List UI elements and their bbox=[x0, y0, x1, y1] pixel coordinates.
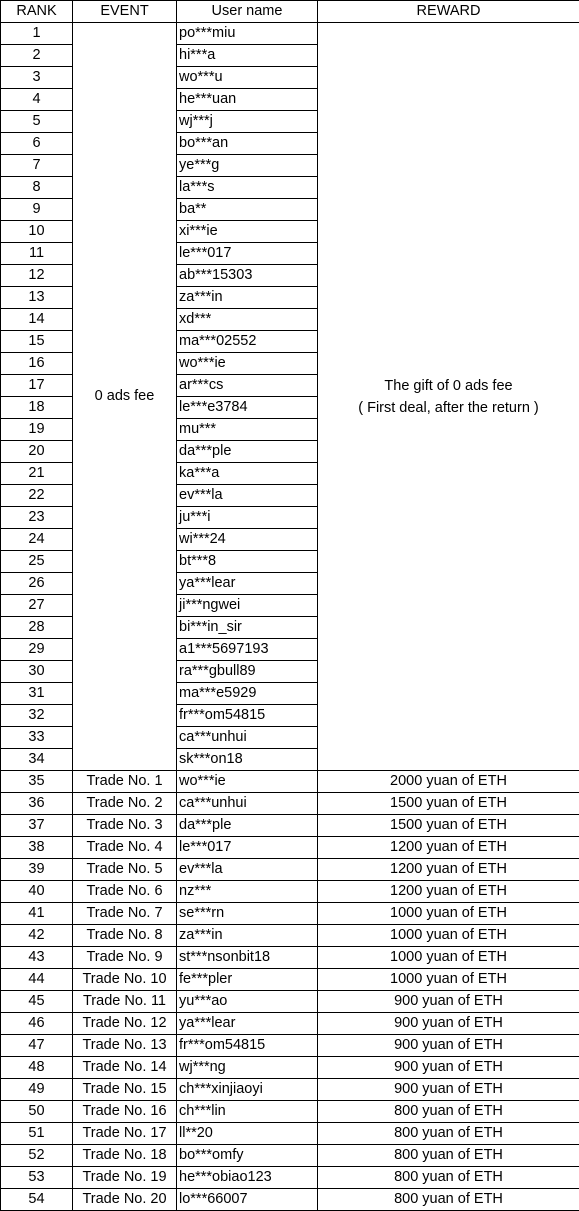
user-name-cell: ll**20 bbox=[177, 1123, 318, 1145]
rank-cell: 27 bbox=[1, 595, 73, 617]
table-row bbox=[1, 1079, 579, 1101]
rank-cell: 19 bbox=[1, 419, 73, 441]
user-name-cell: ya***lear bbox=[177, 1013, 318, 1035]
user-name-cell: wo***ie bbox=[177, 771, 318, 793]
rank-cell: 17 bbox=[1, 375, 73, 397]
reward-cell: 2000 yuan of ETH bbox=[318, 771, 579, 793]
table-row bbox=[1, 1145, 579, 1167]
table-row bbox=[1, 1123, 579, 1145]
event-cell: Trade No. 13 bbox=[73, 1035, 177, 1057]
rank-cell: 32 bbox=[1, 705, 73, 727]
reward-cell: 800 yuan of ETH bbox=[318, 1167, 579, 1189]
user-name-cell: wo***u bbox=[177, 67, 318, 89]
rank-cell: 26 bbox=[1, 573, 73, 595]
event-cell: Trade No. 15 bbox=[73, 1079, 177, 1101]
rank-cell: 43 bbox=[1, 947, 73, 969]
event-cell: Trade No. 12 bbox=[73, 1013, 177, 1035]
reward-cell: 1000 yuan of ETH bbox=[318, 969, 579, 991]
user-name-cell: lo***66007 bbox=[177, 1189, 318, 1211]
reward-note: ( First deal, after the return ) bbox=[358, 399, 539, 416]
rank-cell: 48 bbox=[1, 1057, 73, 1079]
user-name-cell: ra***gbull89 bbox=[177, 661, 318, 683]
rank-cell: 39 bbox=[1, 859, 73, 881]
rank-cell: 20 bbox=[1, 441, 73, 463]
rank-cell: 41 bbox=[1, 903, 73, 925]
user-name-cell: bi***in_sir bbox=[177, 617, 318, 639]
user-name-cell: ye***g bbox=[177, 155, 318, 177]
rank-cell: 42 bbox=[1, 925, 73, 947]
rank-cell: 6 bbox=[1, 133, 73, 155]
rank-cell: 37 bbox=[1, 815, 73, 837]
rank-cell: 21 bbox=[1, 463, 73, 485]
user-name-cell: st***nsonbit18 bbox=[177, 947, 318, 969]
user-name-cell: nz*** bbox=[177, 881, 318, 903]
user-name-cell: bo***omfy bbox=[177, 1145, 318, 1167]
event-cell: Trade No. 7 bbox=[73, 903, 177, 925]
rank-cell: 36 bbox=[1, 793, 73, 815]
table-row bbox=[1, 793, 579, 815]
table-row bbox=[1, 859, 579, 881]
event-cell: Trade No. 19 bbox=[73, 1167, 177, 1189]
event-cell: Trade No. 18 bbox=[73, 1145, 177, 1167]
user-name-cell: ch***lin bbox=[177, 1101, 318, 1123]
user-name-cell: a1***5697193 bbox=[177, 639, 318, 661]
event-cell: Trade No. 20 bbox=[73, 1189, 177, 1211]
reward-cell: 1200 yuan of ETH bbox=[318, 859, 579, 881]
table-row bbox=[1, 991, 579, 1013]
rank-cell: 11 bbox=[1, 243, 73, 265]
rank-cell: 31 bbox=[1, 683, 73, 705]
rank-cell: 2 bbox=[1, 45, 73, 67]
event-cell: Trade No. 8 bbox=[73, 925, 177, 947]
reward-cell: 900 yuan of ETH bbox=[318, 991, 579, 1013]
header-row bbox=[1, 1, 579, 23]
user-name-cell: za***in bbox=[177, 287, 318, 309]
user-name-cell: ch***xinjiaoyi bbox=[177, 1079, 318, 1101]
table-row bbox=[1, 837, 579, 859]
rank-cell: 35 bbox=[1, 771, 73, 793]
rank-cell: 14 bbox=[1, 309, 73, 331]
rank-cell: 45 bbox=[1, 991, 73, 1013]
user-name-cell: ev***la bbox=[177, 485, 318, 507]
user-name-cell: fr***om54815 bbox=[177, 1035, 318, 1057]
rank-cell: 3 bbox=[1, 67, 73, 89]
user-name-cell: hi***a bbox=[177, 45, 318, 67]
user-name-cell: ju***i bbox=[177, 507, 318, 529]
reward-cell: 1000 yuan of ETH bbox=[318, 925, 579, 947]
rank-cell: 51 bbox=[1, 1123, 73, 1145]
user-name-cell: le***e3784 bbox=[177, 397, 318, 419]
table-row bbox=[1, 1057, 579, 1079]
user-name-cell: wj***j bbox=[177, 111, 318, 133]
user-name-cell: xd*** bbox=[177, 309, 318, 331]
user-name-cell: xi***ie bbox=[177, 221, 318, 243]
table-row bbox=[1, 881, 579, 903]
user-name-cell: sk***on18 bbox=[177, 749, 318, 771]
user-name-cell: bt***8 bbox=[177, 551, 318, 573]
table-row bbox=[1, 815, 579, 837]
rank-cell: 33 bbox=[1, 727, 73, 749]
rank-cell: 7 bbox=[1, 155, 73, 177]
rank-cell: 12 bbox=[1, 265, 73, 287]
user-name-cell: ev***la bbox=[177, 859, 318, 881]
table-row bbox=[1, 947, 579, 969]
user-name-cell: wi***24 bbox=[177, 529, 318, 551]
event-cell: Trade No. 1 bbox=[73, 771, 177, 793]
event-cell: Trade No. 14 bbox=[73, 1057, 177, 1079]
rank-cell: 38 bbox=[1, 837, 73, 859]
reward-header: REWARD bbox=[318, 1, 579, 23]
user-name-cell: mu*** bbox=[177, 419, 318, 441]
user-name-cell: le***017 bbox=[177, 837, 318, 859]
reward-cell: 900 yuan of ETH bbox=[318, 1057, 579, 1079]
user-name-cell: ka***a bbox=[177, 463, 318, 485]
rank-cell: 16 bbox=[1, 353, 73, 375]
rank-cell: 49 bbox=[1, 1079, 73, 1101]
table-body bbox=[1, 23, 579, 1211]
rank-cell: 47 bbox=[1, 1035, 73, 1057]
user-name-cell: ar***cs bbox=[177, 375, 318, 397]
rank-cell: 52 bbox=[1, 1145, 73, 1167]
rank-cell: 50 bbox=[1, 1101, 73, 1123]
reward-cell: 800 yuan of ETH bbox=[318, 1145, 579, 1167]
rank-cell: 15 bbox=[1, 331, 73, 353]
rank-cell: 5 bbox=[1, 111, 73, 133]
user-name-cell: ca***unhui bbox=[177, 727, 318, 749]
table-row bbox=[1, 771, 579, 793]
reward-cell: 800 yuan of ETH bbox=[318, 1101, 579, 1123]
reward-cell: 1500 yuan of ETH bbox=[318, 815, 579, 837]
reward-cell: 900 yuan of ETH bbox=[318, 1013, 579, 1035]
event-cell: Trade No. 11 bbox=[73, 991, 177, 1013]
event-header: EVENT bbox=[73, 1, 177, 23]
user-name-cell: fr***om54815 bbox=[177, 705, 318, 727]
user-name-cell: wo***ie bbox=[177, 353, 318, 375]
event-cell: Trade No. 2 bbox=[73, 793, 177, 815]
user-name-cell: wj***ng bbox=[177, 1057, 318, 1079]
rank-cell: 10 bbox=[1, 221, 73, 243]
reward-cell: 1200 yuan of ETH bbox=[318, 837, 579, 859]
event-cell: 0 ads fee bbox=[73, 23, 177, 771]
user-name-cell: fe***pler bbox=[177, 969, 318, 991]
user-name-cell: he***obiao123 bbox=[177, 1167, 318, 1189]
table-row bbox=[1, 925, 579, 947]
rank-cell: 29 bbox=[1, 639, 73, 661]
user-name-cell: yu***ao bbox=[177, 991, 318, 1013]
user-name-cell: ya***lear bbox=[177, 573, 318, 595]
rank-cell: 1 bbox=[1, 23, 73, 45]
rank-cell: 22 bbox=[1, 485, 73, 507]
rank-cell: 4 bbox=[1, 89, 73, 111]
rank-cell: 30 bbox=[1, 661, 73, 683]
reward-line: The gift of 0 ads fee bbox=[384, 377, 513, 394]
reward-cell bbox=[318, 23, 579, 771]
user-name-cell: da***ple bbox=[177, 441, 318, 463]
table-row bbox=[1, 1101, 579, 1123]
user-name-cell: le***017 bbox=[177, 243, 318, 265]
table-row bbox=[1, 1035, 579, 1057]
user-header: User name bbox=[177, 1, 318, 23]
table-row bbox=[1, 1189, 579, 1211]
reward-cell: 1500 yuan of ETH bbox=[318, 793, 579, 815]
rank-cell: 23 bbox=[1, 507, 73, 529]
reward-cell: 1000 yuan of ETH bbox=[318, 903, 579, 925]
user-name-cell: ab***15303 bbox=[177, 265, 318, 287]
event-cell: Trade No. 9 bbox=[73, 947, 177, 969]
rank-cell: 25 bbox=[1, 551, 73, 573]
reward-cell: 800 yuan of ETH bbox=[318, 1189, 579, 1211]
user-name-cell: ma***02552 bbox=[177, 331, 318, 353]
rank-cell: 18 bbox=[1, 397, 73, 419]
event-cell: Trade No. 3 bbox=[73, 815, 177, 837]
rank-cell: 46 bbox=[1, 1013, 73, 1035]
event-cell: Trade No. 6 bbox=[73, 881, 177, 903]
reward-cell: 1000 yuan of ETH bbox=[318, 947, 579, 969]
event-cell: Trade No. 16 bbox=[73, 1101, 177, 1123]
user-name-cell: bo***an bbox=[177, 133, 318, 155]
rank-cell: 13 bbox=[1, 287, 73, 309]
user-name-cell: la***s bbox=[177, 177, 318, 199]
rank-cell: 40 bbox=[1, 881, 73, 903]
user-name-cell: ba** bbox=[177, 199, 318, 221]
rank-cell: 28 bbox=[1, 617, 73, 639]
user-name-cell: ji***ngwei bbox=[177, 595, 318, 617]
reward-cell: 1200 yuan of ETH bbox=[318, 881, 579, 903]
table-row bbox=[1, 969, 579, 991]
rank-cell: 44 bbox=[1, 969, 73, 991]
user-name-cell: ma***e5929 bbox=[177, 683, 318, 705]
rank-cell: 53 bbox=[1, 1167, 73, 1189]
user-name-cell: se***rn bbox=[177, 903, 318, 925]
user-name-cell: ca***unhui bbox=[177, 793, 318, 815]
rank-cell: 24 bbox=[1, 529, 73, 551]
event-cell: Trade No. 17 bbox=[73, 1123, 177, 1145]
rank-cell: 54 bbox=[1, 1189, 73, 1211]
event-cell: Trade No. 5 bbox=[73, 859, 177, 881]
rank-cell: 34 bbox=[1, 749, 73, 771]
reward-cell: 900 yuan of ETH bbox=[318, 1079, 579, 1101]
table-row bbox=[1, 1013, 579, 1035]
rank-cell: 8 bbox=[1, 177, 73, 199]
table-row bbox=[1, 903, 579, 925]
user-name-cell: za***in bbox=[177, 925, 318, 947]
user-name-cell: da***ple bbox=[177, 815, 318, 837]
rank-header: RANK bbox=[1, 1, 73, 23]
table-row bbox=[1, 23, 579, 45]
rank-cell: 9 bbox=[1, 199, 73, 221]
user-name-cell: he***uan bbox=[177, 89, 318, 111]
reward-cell: 900 yuan of ETH bbox=[318, 1035, 579, 1057]
reward-cell: 800 yuan of ETH bbox=[318, 1123, 579, 1145]
event-cell: Trade No. 10 bbox=[73, 969, 177, 991]
event-cell: Trade No. 4 bbox=[73, 837, 177, 859]
user-name-cell: po***miu bbox=[177, 23, 318, 45]
table-row bbox=[1, 1167, 579, 1189]
